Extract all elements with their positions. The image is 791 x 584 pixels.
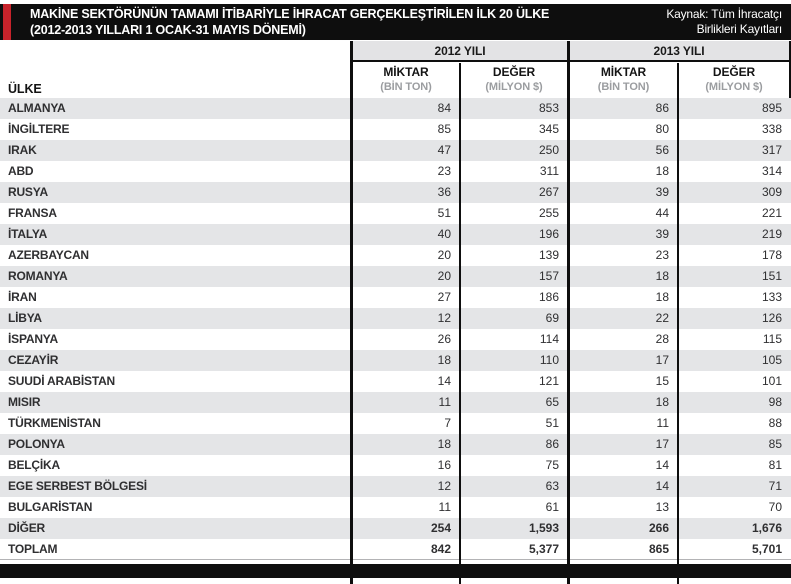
amount-2013-cell: 86 xyxy=(655,101,669,115)
country-cell: BELÇİKA xyxy=(8,458,60,472)
value-2012-cell: 51 xyxy=(545,416,559,430)
amount-2013-cell: 39 xyxy=(655,227,669,241)
value-2012-cell: 114 xyxy=(539,332,559,346)
amount-2012-cell: 36 xyxy=(437,185,451,199)
amount-2013-cell: 22 xyxy=(655,311,669,325)
amount-2013-cell: 266 xyxy=(648,521,669,535)
table-row xyxy=(0,371,791,392)
amount-2013-cell: 11 xyxy=(656,416,669,430)
table-row xyxy=(0,413,791,434)
amount-2013-cell: 13 xyxy=(655,500,669,514)
table-row xyxy=(0,350,791,371)
table-row xyxy=(0,203,791,224)
grid-line-group-2012-left xyxy=(350,41,353,584)
amount-2012-cell: 23 xyxy=(437,164,451,178)
table-row xyxy=(0,266,791,287)
country-cell: AZERBAYCAN xyxy=(8,248,89,262)
country-cell: İNGİLTERE xyxy=(8,122,70,136)
country-cell: TÜRKMENİSTAN xyxy=(8,416,101,430)
value-2012-cell: 157 xyxy=(538,269,559,283)
value-2012-cell: 65 xyxy=(545,395,559,409)
country-cell: TOPLAM xyxy=(8,542,58,556)
value-unit: (MİLYON $) xyxy=(485,81,543,93)
amount-2013-cell: 39 xyxy=(655,185,669,199)
year-header-2013 xyxy=(567,41,791,62)
subheader-value-2012 xyxy=(461,65,567,97)
title-bar xyxy=(0,4,791,40)
amount-2013-cell: 18 xyxy=(655,395,669,409)
country-cell: İSPANYA xyxy=(8,332,58,346)
value-2012-cell: 186 xyxy=(538,290,559,304)
figure-title xyxy=(30,4,549,40)
subheader-amount-2013 xyxy=(570,65,677,97)
amount-2012-cell: 47 xyxy=(437,143,451,157)
country-cell: EGE SERBEST BÖLGESİ xyxy=(8,479,147,493)
country-column-header: ÜLKE xyxy=(8,82,42,96)
table-row xyxy=(0,518,791,539)
table-row xyxy=(0,497,791,518)
amount-2012-cell: 85 xyxy=(437,122,451,136)
country-cell: ABD xyxy=(8,164,34,178)
value-2013-cell: 178 xyxy=(761,248,782,262)
amount-2012-cell: 26 xyxy=(437,332,451,346)
value-2013-cell: 81 xyxy=(768,458,782,472)
amount-2012-cell: 16 xyxy=(437,458,451,472)
amount-2012-cell: 20 xyxy=(437,269,451,283)
table-row xyxy=(0,455,791,476)
amount-2012-cell: 254 xyxy=(430,521,451,535)
value-2013-cell: 895 xyxy=(761,101,782,115)
table-body xyxy=(0,98,791,560)
value-2012-cell: 345 xyxy=(538,122,559,136)
table-row xyxy=(0,434,791,455)
year-header-2012-label: 2012 YILI xyxy=(434,43,486,58)
value-2012-cell: 311 xyxy=(539,164,559,178)
amount-2013-cell: 80 xyxy=(655,122,669,136)
table-row xyxy=(0,476,791,497)
country-cell: İTALYA xyxy=(8,227,48,241)
amount-2012-cell: 842 xyxy=(430,542,451,556)
value-label: DEĞER xyxy=(492,65,536,79)
value-2013-cell: 1,676 xyxy=(751,521,782,535)
amount-unit: (BİN TON) xyxy=(380,81,432,93)
amount-2013-cell: 28 xyxy=(655,332,669,346)
value-2013-cell: 221 xyxy=(761,206,782,220)
title-line-1: MAKİNE SEKTÖRÜNÜN TAMAMI İTİBARİYLE İHRACAT GERÇEKLEŞTİRİLEN İLK 20 ÜLKE xyxy=(30,6,550,21)
amount-2013-cell: 17 xyxy=(655,437,669,451)
value-2013-cell: 85 xyxy=(768,437,782,451)
value-2013-cell: 98 xyxy=(768,395,782,409)
country-cell: FRANSA xyxy=(8,206,57,220)
amount-2012-cell: 40 xyxy=(437,227,451,241)
country-cell: İRAN xyxy=(8,290,37,304)
value-2013-cell: 133 xyxy=(761,290,782,304)
amount-2013-cell: 56 xyxy=(655,143,669,157)
source-line-1: Kaynak: Tüm İhracatçı xyxy=(666,7,782,21)
grid-line-group-2013-left xyxy=(567,41,570,584)
value-unit: (MİLYON $) xyxy=(705,81,763,93)
grid-line-2012-inner xyxy=(459,63,461,584)
value-2013-cell: 314 xyxy=(761,164,782,178)
country-cell: IRAK xyxy=(8,143,37,157)
country-cell: BULGARİSTAN xyxy=(8,500,93,514)
table-row xyxy=(0,245,791,266)
amount-2012-cell: 12 xyxy=(437,479,451,493)
value-2013-cell: 219 xyxy=(761,227,782,241)
red-accent-stripe xyxy=(3,4,11,40)
country-cell: ALMANYA xyxy=(8,101,66,115)
table-row xyxy=(0,119,791,140)
value-2012-cell: 86 xyxy=(545,437,559,451)
value-2012-cell: 853 xyxy=(538,101,559,115)
table-row xyxy=(0,287,791,308)
value-2013-cell: 70 xyxy=(768,500,782,514)
year-header-2012 xyxy=(350,41,570,62)
subheader-amount-2012 xyxy=(353,65,459,97)
value-2012-cell: 61 xyxy=(545,500,559,514)
value-2012-cell: 267 xyxy=(538,185,559,199)
country-cell: DİĞER xyxy=(8,521,46,535)
amount-2012-cell: 84 xyxy=(437,101,451,115)
amount-2013-cell: 14 xyxy=(655,458,669,472)
amount-label: MİKTAR xyxy=(383,65,429,79)
value-2012-cell: 196 xyxy=(538,227,559,241)
year-header-2013-label: 2013 YILI xyxy=(653,43,705,58)
value-2012-cell: 250 xyxy=(538,143,559,157)
table-row xyxy=(0,308,791,329)
value-2012-cell: 255 xyxy=(538,206,559,220)
amount-2013-cell: 18 xyxy=(655,164,669,178)
value-2013-cell: 5,701 xyxy=(751,542,782,556)
value-2013-cell: 309 xyxy=(761,185,782,199)
value-2012-cell: 139 xyxy=(538,248,559,262)
value-label: DEĞER xyxy=(712,65,756,79)
value-2012-cell: 69 xyxy=(545,311,559,325)
value-2013-cell: 88 xyxy=(768,416,782,430)
grid-line-2013-inner xyxy=(677,63,679,584)
amount-2012-cell: 20 xyxy=(437,248,451,262)
amount-2013-cell: 17 xyxy=(655,353,669,367)
amount-2013-cell: 14 xyxy=(655,479,669,493)
table-row xyxy=(0,140,791,161)
country-cell: RUSYA xyxy=(8,185,48,199)
source-note xyxy=(666,4,782,40)
value-2013-cell: 338 xyxy=(761,122,782,136)
table-row xyxy=(0,392,791,413)
amount-2012-cell: 51 xyxy=(437,206,451,220)
value-2013-cell: 101 xyxy=(761,374,782,388)
amount-2012-cell: 7 xyxy=(444,416,451,430)
country-cell: POLONYA xyxy=(8,437,65,451)
amount-2013-cell: 18 xyxy=(655,269,669,283)
value-2012-cell: 121 xyxy=(538,374,559,388)
country-cell: CEZAYİR xyxy=(8,353,59,367)
table-row xyxy=(0,224,791,245)
value-2012-cell: 63 xyxy=(545,479,559,493)
value-2013-cell: 126 xyxy=(761,311,782,325)
amount-label: MİKTAR xyxy=(600,65,647,79)
amount-2013-cell: 15 xyxy=(655,374,669,388)
bottom-bar xyxy=(0,564,791,578)
table-row xyxy=(0,329,791,350)
country-cell: ROMANYA xyxy=(8,269,68,283)
amount-2012-cell: 12 xyxy=(437,311,451,325)
value-2012-cell: 75 xyxy=(545,458,559,472)
table-row xyxy=(0,98,791,119)
amount-2013-cell: 18 xyxy=(655,290,669,304)
subheader-value-2013 xyxy=(679,65,789,97)
value-2013-cell: 317 xyxy=(761,143,782,157)
amount-2013-cell: 23 xyxy=(655,248,669,262)
value-2013-cell: 115 xyxy=(762,332,782,346)
value-2012-cell: 5,377 xyxy=(528,542,559,556)
amount-2012-cell: 18 xyxy=(437,353,451,367)
value-2013-cell: 151 xyxy=(761,269,782,283)
amount-2012-cell: 11 xyxy=(438,395,451,409)
amount-2012-cell: 14 xyxy=(437,374,451,388)
value-2013-cell: 105 xyxy=(761,353,782,367)
table-row xyxy=(0,539,791,560)
source-line-2: Birlikleri Kayıtları xyxy=(696,22,782,36)
table-row xyxy=(0,161,791,182)
value-2012-cell: 110 xyxy=(539,353,559,367)
country-cell: MISIR xyxy=(8,395,41,409)
amount-2012-cell: 11 xyxy=(438,500,451,514)
amount-2012-cell: 18 xyxy=(437,437,451,451)
table-row xyxy=(0,182,791,203)
amount-2013-cell: 44 xyxy=(655,206,669,220)
amount-2013-cell: 865 xyxy=(648,542,669,556)
amount-2012-cell: 27 xyxy=(437,290,451,304)
country-cell: LİBYA xyxy=(8,311,42,325)
value-2013-cell: 71 xyxy=(768,479,782,493)
title-line-2: (2012-2013 YILLARI 1 OCAK-31 MAYIS DÖNEMİ) xyxy=(30,23,306,37)
value-2012-cell: 1,593 xyxy=(528,521,559,535)
country-cell: SUUDİ ARABİSTAN xyxy=(8,374,115,388)
amount-unit: (BİN TON) xyxy=(597,81,650,93)
